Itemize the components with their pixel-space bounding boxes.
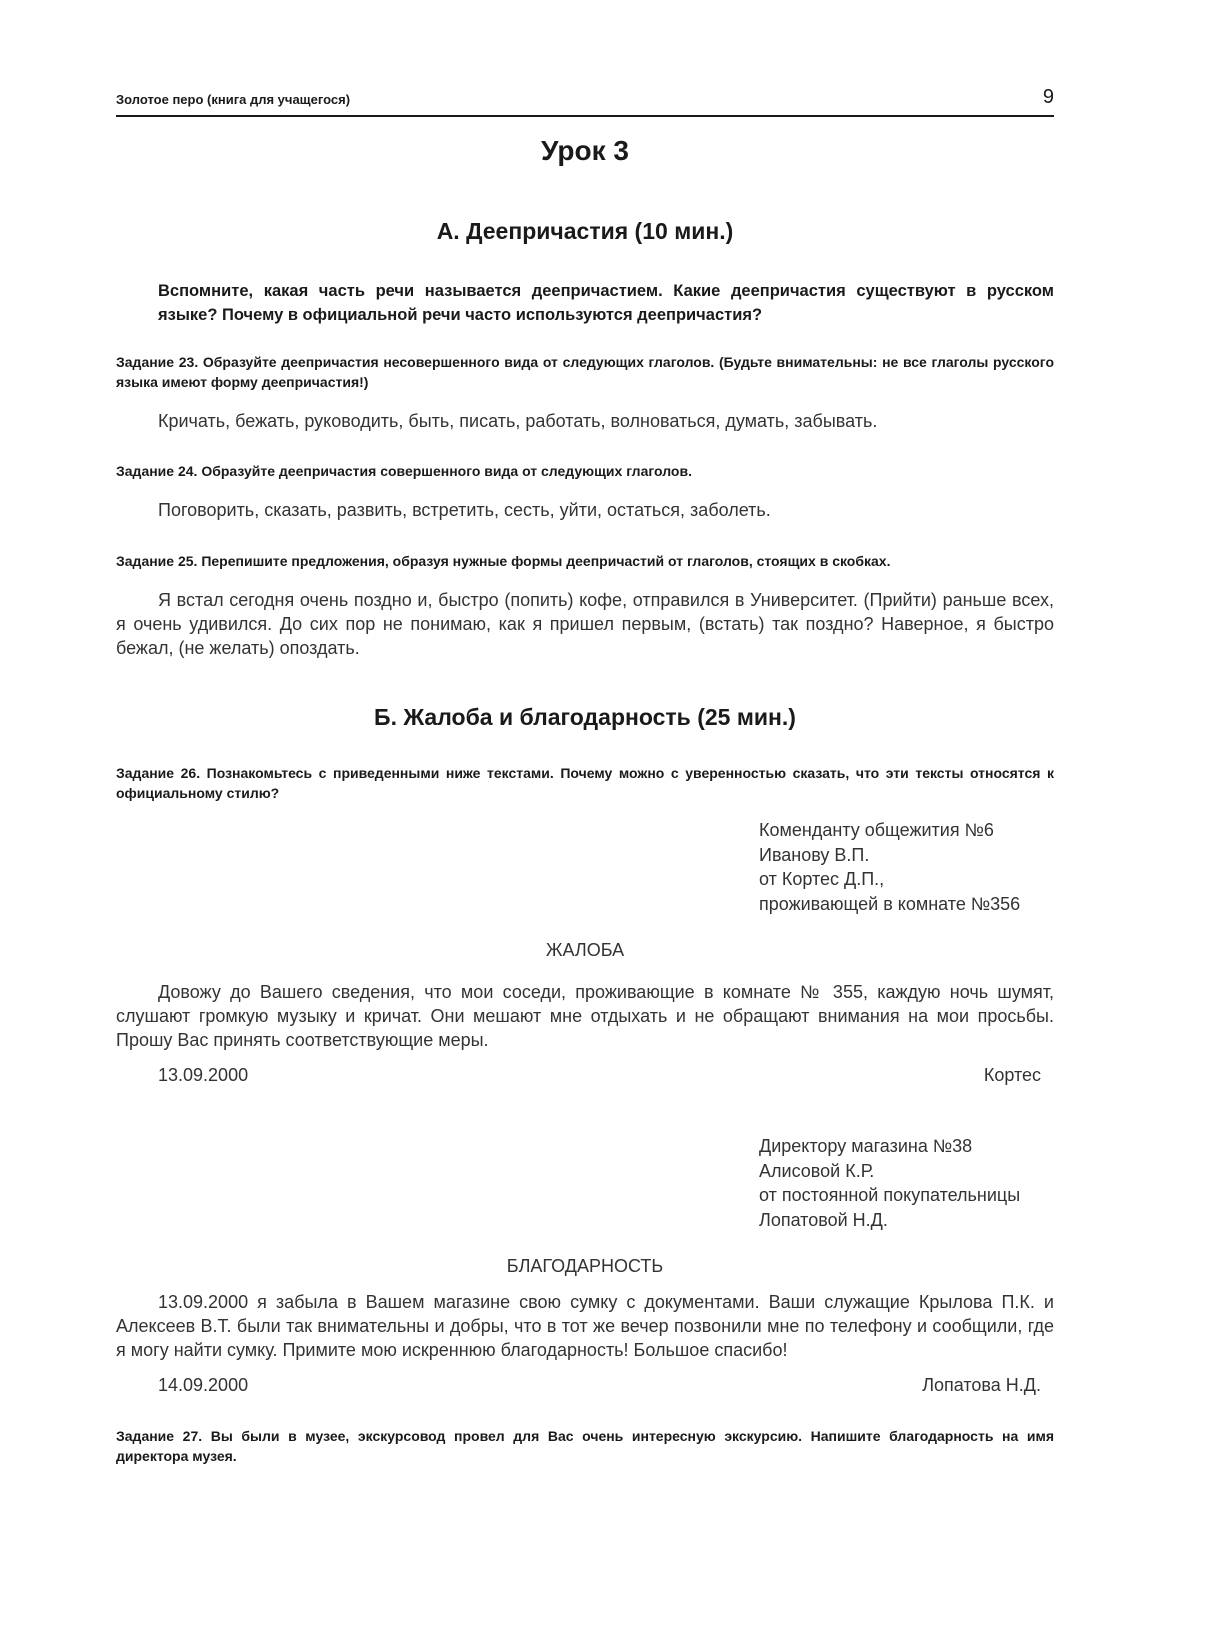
address-line: проживающей в комнате №356 xyxy=(759,893,1021,914)
task-24-words: Поговорить, сказать, развить, встретить, сесть, уйти, остаться, заболеть. xyxy=(158,500,771,520)
gratitude-date: 14.09.2000 xyxy=(158,1375,249,1395)
address-line: Лопатовой Н.Д. xyxy=(759,1209,888,1230)
complaint-text: Довожу до Вашего сведения, что мои соседи, проживающие в комнате № 355, каждую ночь шумят, слушают громкую музыку и кричат. Они мешают мне отдыхать и не обращают внимания на мои просьбы. Прошу Вас принять соответствующие меры. xyxy=(116,982,1054,1050)
complaint-address xyxy=(759,818,1020,916)
address-line: Иванову В.П. xyxy=(759,844,870,865)
address-line: Директору магазина №38 xyxy=(759,1136,973,1156)
task-25-text: Я встал сегодня очень поздно и, быстро (попить) кофе, отправился в Университет. (Прийти) раньше всех, я очень удивился. До сих пор не понимаю, как я пришел первым, (встать) так поздно? Наверное, я быстро бежал, (не желать) опоздать. xyxy=(116,590,1054,658)
task-26: Задание 26. Познакомьтесь с приведенными ниже текстами. Почему можно с уверенностью сказать, что эти тексты относятся к официальному стилю? xyxy=(116,765,1054,801)
page-number: 9 xyxy=(1042,86,1054,108)
complaint-heading: ЖАЛОБА xyxy=(545,940,625,960)
gratitude-text: 13.09.2000 я забыла в Вашем магазине свою сумку с документами. Ваши служащие Крылова П.К. и Алексеев В.Т. были так внимательны и добры, что в тот же вечер позвонили мне по телефону и сообщили, где я могу найти сумку. Примите мою искреннюю благодарность! Большое спасибо! xyxy=(116,1292,1054,1360)
complaint-date: 13.09.2000 xyxy=(158,1065,249,1085)
address-line: Коменданту общежития №6 xyxy=(759,820,994,840)
address-line: от Кортес Д.П., xyxy=(759,869,885,889)
task-23-words: Кричать, бежать, руководить, быть, писать, работать, волноваться, думать, забывать. xyxy=(158,411,878,431)
task-23: Задание 23. Образуйте деепричастия несовершенного вида от следующих глаголов. (Будьте внимательны: не все глаголы русского языка имеют форму деепричастия!) xyxy=(116,354,1054,390)
task-27: Задание 27. Вы были в музее, экскурсовод провел для Вас очень интересную экскурсию. Напишите благодарность на имя директора музея. xyxy=(116,1428,1054,1464)
gratitude-signature: Лопатова Н.Д. xyxy=(922,1375,1041,1395)
gratitude-address xyxy=(759,1134,1020,1232)
task-24: Задание 24. Образуйте деепричастия совершенного вида от следующих глаголов. xyxy=(116,463,692,479)
section-a-title: А. Деепричастия (10 мин.) xyxy=(436,218,734,244)
task-25: Задание 25. Перепишите предложения, образуя нужные формы деепричастий от глаголов, стоящих в скобках. xyxy=(116,553,891,569)
complaint-signature: Кортес xyxy=(983,1065,1041,1085)
section-b-title: Б. Жалоба и благодарность (25 мин.) xyxy=(374,704,796,730)
section-a-intro: Вспомните, какая часть речи называется деепричастием. Какие деепричастия существуют в русском языке? Почему в официальной речи часто используются деепричастия? xyxy=(158,282,1054,324)
address-line: от постоянной покупательницы xyxy=(759,1185,1021,1205)
gratitude-heading: БЛАГОДАРНОСТЬ xyxy=(506,1256,664,1276)
lesson-title: Урок 3 xyxy=(541,135,629,166)
header-rule xyxy=(116,115,1054,117)
running-title: Золотое перо (книга для учащегося) xyxy=(116,92,351,107)
address-line: Алисовой К.Р. xyxy=(759,1160,875,1181)
